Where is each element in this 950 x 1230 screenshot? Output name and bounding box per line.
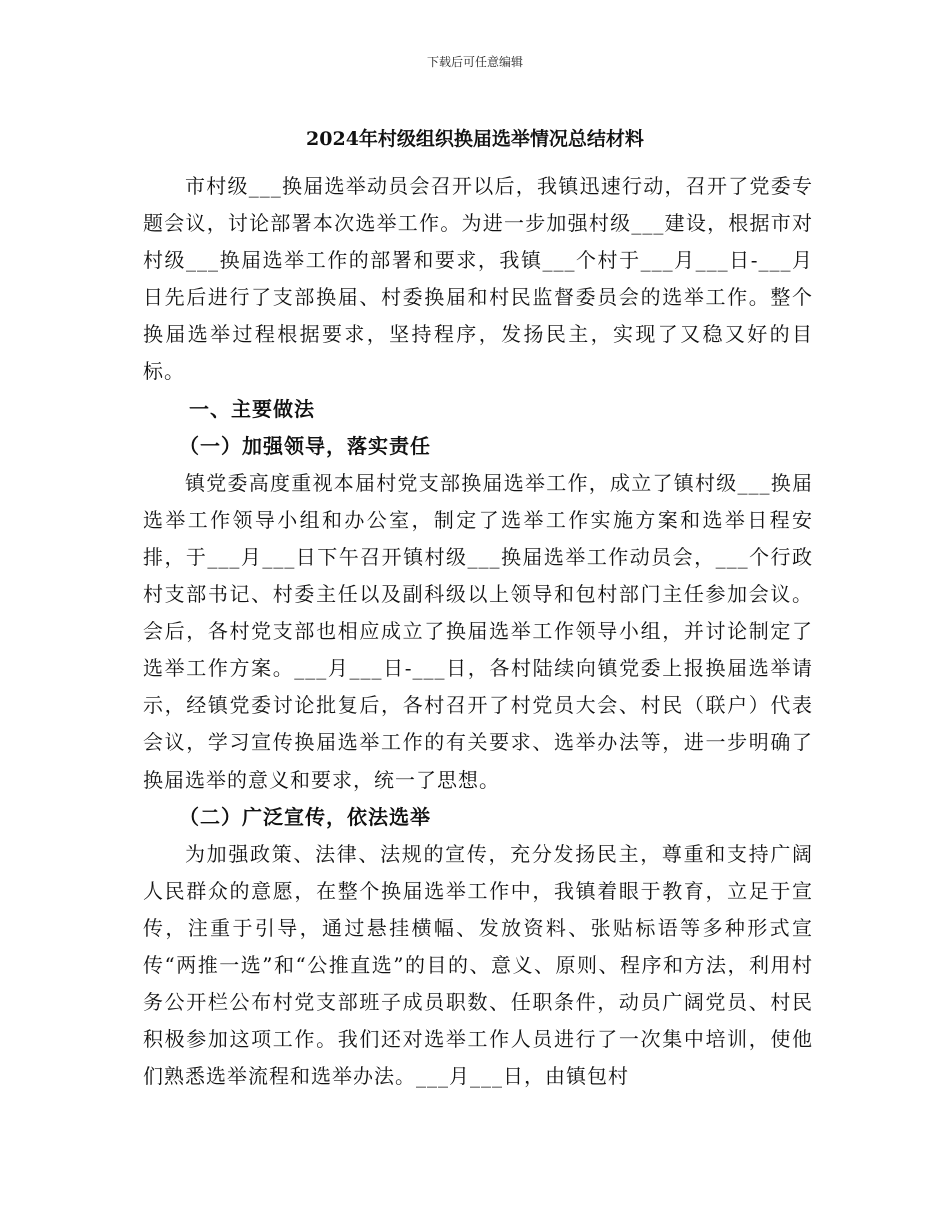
paragraph-leadership: 镇党委高度重视本届村党支部换届选举工作，成立了镇村级___换届选举工作领导小组和办公室，制定了选举工作实施方案和选举日程安排，于___月___日下午召开镇村级___换届选举工作动员会，___个行政村支部书记、村委主任以及副科级以上领导和包村部门主任参加会议。会后，各村党支部也相应成立了换届选举工作领导小组，并讨论制定了选举工作方案。___月___日-___日，各村陆续向镇党委上报换届选举请示，经镇党委讨论批复后，各村召开了村党员大会、村民（联户）代表会议，学习宣传换届选举工作的有关要求、选举办法等，进一步明确了换届选举的意义和要求，统一了思想。 (143, 470, 813, 792)
subsection-heading-leadership: （一）加强领导，落实责任 (179, 433, 431, 458)
header-note: 下载后可任意编辑 (426, 55, 523, 69)
document-body (143, 168, 813, 1095)
section-heading-main-methods: 一、主要做法 (189, 396, 315, 421)
paragraph-intro: 市村级___换届选举动员会召开以后，我镇迅速行动，召开了党委专题会议，讨论部署本次选举工作。为进一步加强村级___建设，根据市对村级___换届选举工作的部署和要求，我镇___个村于___月___日-___月日先后进行了支部换届、村委换届和村民监督委员会的选举工作。整个换届选举过程根据要求，坚持程序，发扬民主，实现了又稳又好的目标。 (143, 174, 813, 384)
paragraph-publicity: 为加强政策、法律、法规的宣传，充分发扬民主，尊重和支持广阔人民群众的意愿，在整个换届选举工作中，我镇着眼于教育，立足于宣传，注重于引导，通过悬挂横幅、发放资料、张贴标语等多种形式宣传“两推一选”和“公推直选”的目的、意义、原则、程序和方法，利用村务公开栏公布村党支部班子成员职数、任职条件，动员广阔党员、村民积极参加这项工作。我们还对选举工作人员进行了一次集中培训，使他们熟悉选举流程和选举办法。___月___日，由镇包村 (143, 841, 813, 1089)
document-title: 2024年村级组织换届选举情况总结材料 (306, 128, 644, 150)
subsection-heading-publicity: （二）广泛宣传，依法选举 (179, 804, 431, 829)
